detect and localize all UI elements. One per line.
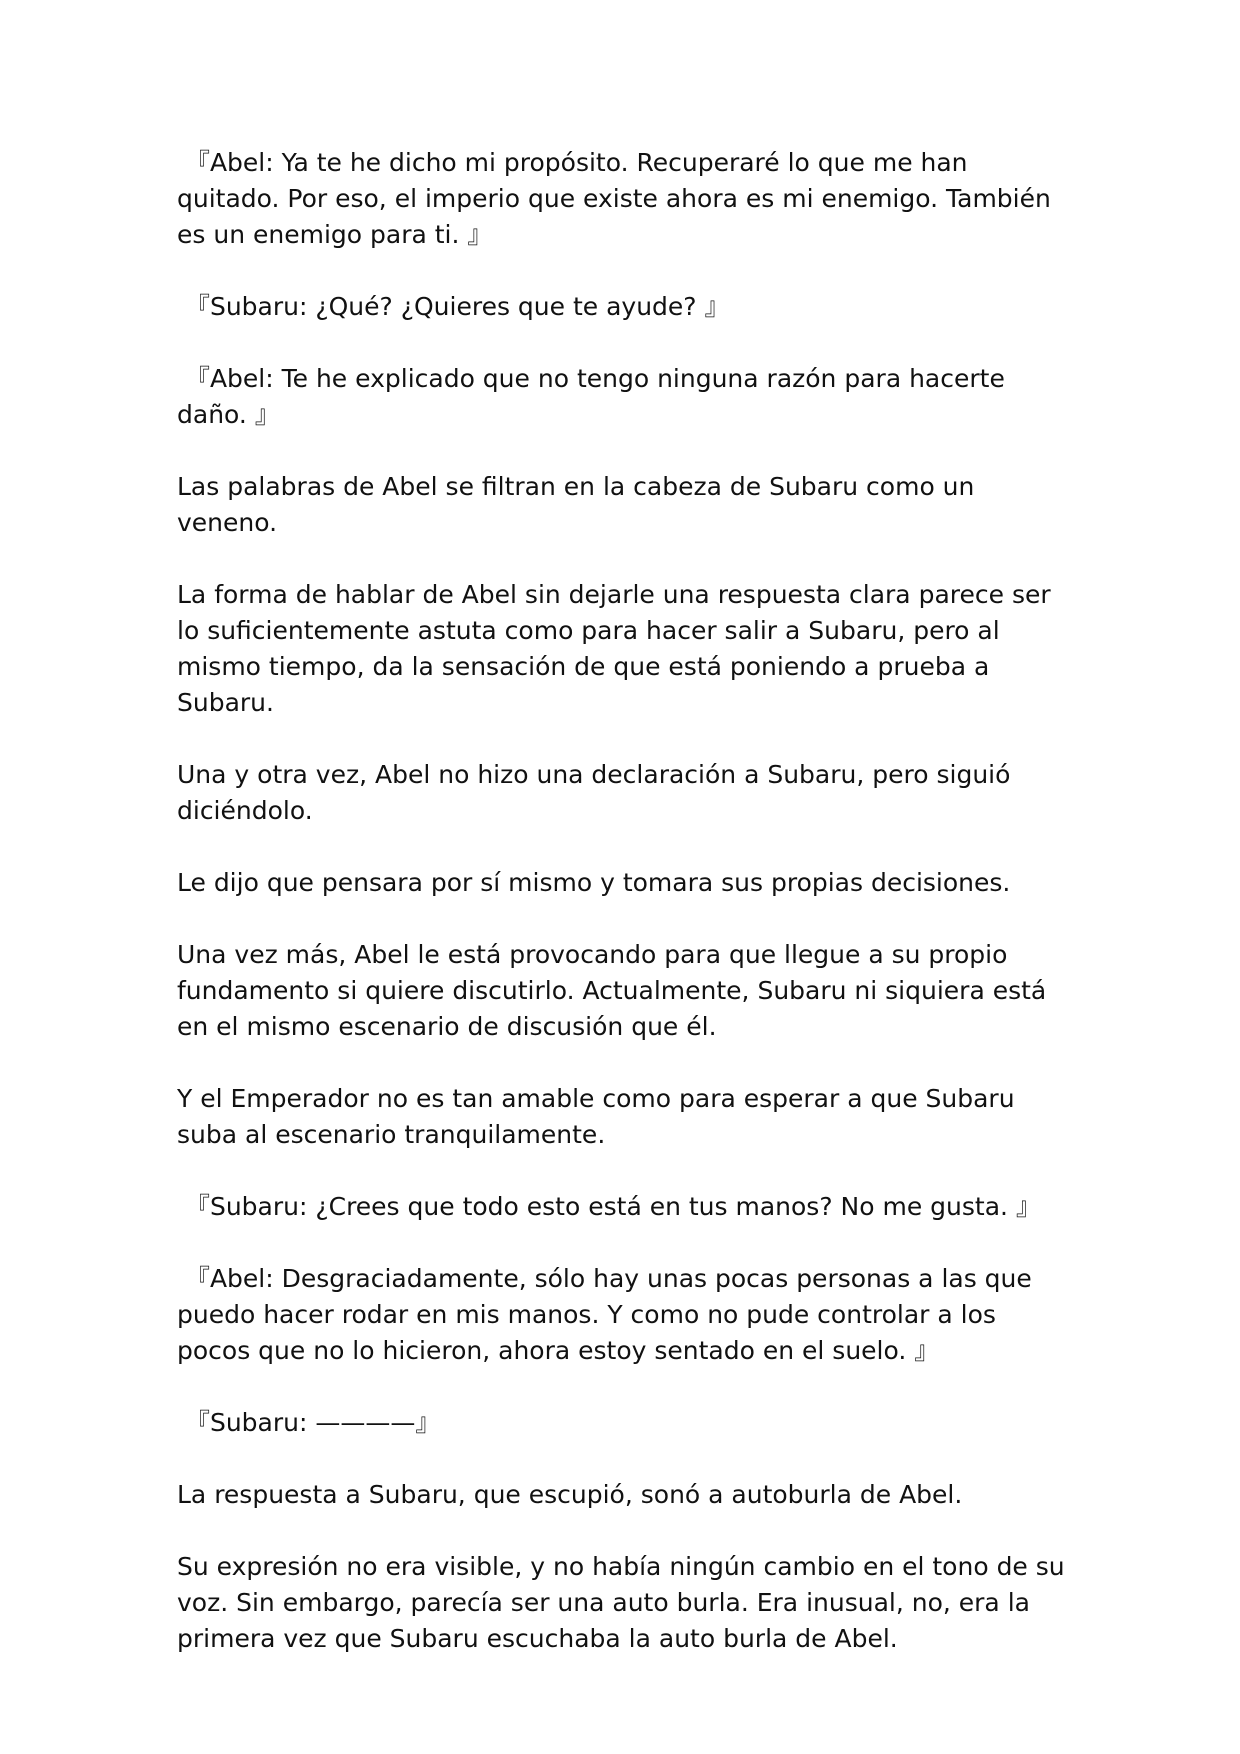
narration-emperor: Y el Emperador no es tan amable como para esperar a que Subaru suba al escenario tranquilamente. [177,1084,1015,1149]
dialogue-abel-purpose: 『Abel: Ya te he dicho mi propósito. Recuperaré lo que me han quitado. Por eso, el imperio que existe ahora es mi enemigo. También es un enemigo para ti. 』 [177,148,1051,249]
dialogue-subaru-help: 『Subaru: ¿Qué? ¿Quieres que te ayude? 』 [177,292,730,321]
dialogue-subaru-silence: 『Subaru: ————』 [177,1408,441,1437]
dialogue-abel-no-harm: 『Abel: Te he explicado que no tengo ninguna razón para hacerte daño. 』 [177,364,1005,429]
narration-abel-speech: La forma de hablar de Abel sin dejarle una respuesta clara parece ser lo suficientemente astuta como para hacer salir a Subaru, pero al mismo tiempo, da la sensación de que está poniendo a prueba a Subaru. [177,580,1051,717]
narration-poison: Las palabras de Abel se filtran en la cabeza de Subaru como un veneno. [177,472,975,537]
dialogue-subaru-hands: 『Subaru: ¿Crees que todo esto está en tus manos? No me gusta. 』 [177,1192,1041,1221]
narration-self-mockery: La respuesta a Subaru, que escupió, sonó a autoburla de Abel. [177,1480,963,1509]
dialogue-abel-few-people: 『Abel: Desgraciadamente, sólo hay unas pocas personas a las que puedo hacer rodar en mis manos. Y como no pude controlar a los pocos que no lo hicieron, ahora estoy sentado en el suelo. 』 [177,1264,1032,1365]
narration-expression: Su expresión no era visible, y no había ningún cambio en el tono de su voz. Sin embargo, parecía ser una auto burla. Era inusual, no, era la primera vez que Subaru escuchaba la auto burla de Abel. [177,1552,1065,1653]
narration-decisions: Le dijo que pensara por sí mismo y tomara sus propias decisiones. [177,868,1011,897]
document-body [177,145,1077,1657]
narration-provoking: Una vez más, Abel le está provocando para que llegue a su propio fundamento si quiere discutirlo. Actualmente, Subaru ni siquiera está en el mismo escenario de discusión que él. [177,940,1047,1041]
narration-declaration: Una y otra vez, Abel no hizo una declaración a Subaru, pero siguió diciéndolo. [177,760,1011,825]
